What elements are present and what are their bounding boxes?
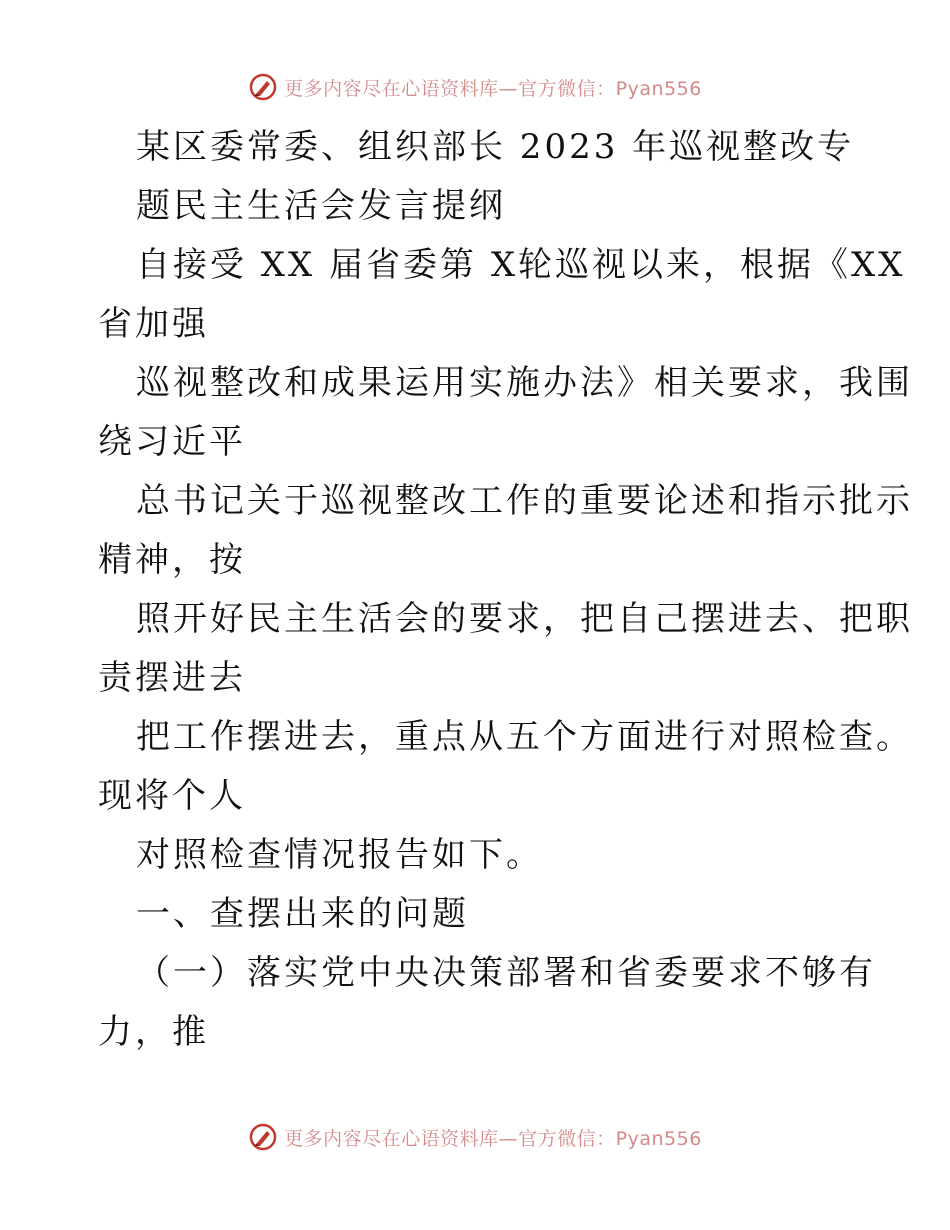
pen-logo-icon xyxy=(248,72,278,102)
paragraph-line: 自接受 XX 届省委第 X轮巡视以来，根据《XX xyxy=(136,245,906,285)
watermark-text: 更多内容尽在心语资料库—官方微信：Pyan556 xyxy=(284,77,702,100)
document-body xyxy=(98,118,913,1062)
header-watermark xyxy=(0,72,950,102)
paragraph-line: 对照检查情况报告如下。 xyxy=(136,835,543,875)
paragraph-line: 巡视整改和成果运用实施办法》相关要求，我围 xyxy=(136,363,913,403)
paragraph-line: 绕习近平 xyxy=(98,422,246,462)
watermark-text: 更多内容尽在心语资料库—官方微信：Pyan556 xyxy=(284,1127,702,1150)
section-heading: 一、查摆出来的问题 xyxy=(136,894,469,934)
footer-watermark xyxy=(0,1122,950,1152)
paragraph-line: 现将个人 xyxy=(98,776,246,816)
paragraph-line: 照开好民主生活会的要求，把自己摆进去、把职 xyxy=(136,599,913,639)
title-line-2: 题民主生活会发言提纲 xyxy=(136,186,506,226)
subsection-heading: （一）落实党中央决策部署和省委要求不够有 xyxy=(136,953,876,993)
title-line-1: 某区委常委、组织部长 2023 年巡视整改专 xyxy=(136,127,855,167)
paragraph-line: 省加强 xyxy=(98,304,209,344)
paragraph-line: 力，推 xyxy=(98,1012,209,1052)
paragraph-line: 总书记关于巡视整改工作的重要论述和指示批示 xyxy=(136,481,913,521)
pen-logo-icon xyxy=(248,1122,278,1152)
paragraph-line: 责摆进去 xyxy=(98,658,246,698)
paragraph-line: 精神，按 xyxy=(98,540,246,580)
paragraph-line: 把工作摆进去，重点从五个方面进行对照检查。 xyxy=(136,717,913,757)
